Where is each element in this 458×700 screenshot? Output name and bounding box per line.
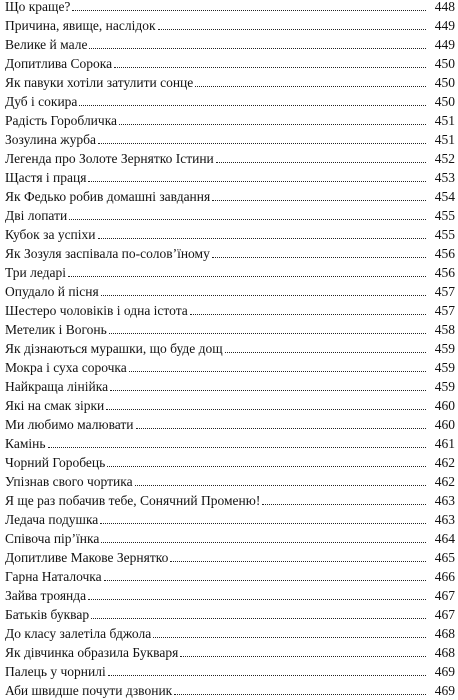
toc-entry-title: Як Федько робив домашні завдання <box>5 189 211 204</box>
toc-entry-title: Дуб і сокира <box>5 94 78 109</box>
dot-leader <box>104 580 426 581</box>
toc-entry-title: Причина, явище, наслідок <box>5 18 156 33</box>
dot-leader <box>158 29 426 30</box>
toc-entry-title: Допитлива Сорока <box>5 56 113 71</box>
dot-leader <box>91 618 426 619</box>
dot-leader <box>48 447 427 448</box>
toc-entry <box>5 566 455 585</box>
dot-leader <box>88 599 426 600</box>
toc-entry-page: 451 <box>434 132 455 147</box>
toc-entry-page: 457 <box>434 284 455 299</box>
toc-entry-page: 449 <box>434 37 455 52</box>
dot-leader <box>262 504 426 505</box>
toc-entry-page: 457 <box>434 303 455 318</box>
dot-leader <box>212 200 426 201</box>
toc-entry-page: 454 <box>434 189 455 204</box>
dot-leader <box>180 656 426 657</box>
toc-entry <box>5 452 455 471</box>
toc-entry-page: 450 <box>434 94 455 109</box>
toc-entry-page: 451 <box>434 113 455 128</box>
dot-leader <box>190 314 426 315</box>
toc-entry-page: 463 <box>434 512 455 527</box>
toc-entry-page: 459 <box>434 341 455 356</box>
toc-entry-title: Які на смак зірки <box>5 398 105 413</box>
toc-entry-title: Упізнав свого чортика <box>5 474 133 489</box>
toc-entry-title: Як дізнаються мурашки, що буде дощ <box>5 341 223 356</box>
toc-entry-title: Палець у чорнилі <box>5 664 106 679</box>
toc-entry-page: 456 <box>434 246 455 261</box>
toc-entry <box>5 281 455 300</box>
toc-entry <box>5 15 455 34</box>
toc-entry-page: 455 <box>434 227 455 242</box>
toc-entry-title: Метелик і Вогонь <box>5 322 107 337</box>
toc-entry-page: 467 <box>434 607 455 622</box>
toc-entry-title: Як дівчинка образила Букваря <box>5 645 179 660</box>
toc-entry <box>5 243 455 262</box>
toc-entry-title: Зайва троянда <box>5 588 87 603</box>
toc-entry-page: 450 <box>434 56 455 71</box>
dot-leader <box>153 637 426 638</box>
toc-entry-title: До класу залетіла бджола <box>5 626 152 641</box>
toc-entry <box>5 471 455 490</box>
dot-leader <box>100 523 426 524</box>
dot-leader <box>114 67 426 68</box>
toc-entry-page: 467 <box>434 588 455 603</box>
toc-entry <box>5 110 455 129</box>
toc-entry-title: Як павуки хотіли затулити сонце <box>5 75 194 90</box>
toc-entry-page: 469 <box>434 683 455 698</box>
toc-entry-title: Опудало й пісня <box>5 284 99 299</box>
toc-entry-page: 450 <box>434 75 455 90</box>
toc-entry <box>5 414 455 433</box>
dot-leader <box>88 181 426 182</box>
toc-entry-title: Я ще раз побачив тебе, Сонячний Променю! <box>5 493 261 508</box>
toc-entry-page: 460 <box>434 398 455 413</box>
toc-entry <box>5 642 455 661</box>
dot-leader <box>68 276 426 277</box>
toc-entry <box>5 680 455 699</box>
toc-entry <box>5 661 455 680</box>
dot-leader <box>98 238 426 239</box>
toc-entry <box>5 262 455 281</box>
dot-leader <box>109 333 426 334</box>
toc-entry <box>5 376 455 395</box>
toc-entry-title: Допитливе Макове Зернятко <box>5 550 169 565</box>
toc-entry <box>5 167 455 186</box>
toc-entry-title: Щастя і праця <box>5 170 87 185</box>
toc-entry-title: Кубок за успіхи <box>5 227 96 242</box>
toc-entry <box>5 395 455 414</box>
toc-entry-page: 468 <box>434 645 455 660</box>
dot-leader <box>101 295 426 296</box>
toc-entry-page: 462 <box>434 474 455 489</box>
toc-entry-title: Співоча пір’їнка <box>5 531 100 546</box>
dot-leader <box>135 485 426 486</box>
toc-entry-page: 458 <box>434 322 455 337</box>
toc-entry <box>5 509 455 528</box>
dot-leader <box>174 694 426 695</box>
toc-entry-page: 452 <box>434 151 455 166</box>
toc-entry <box>5 623 455 642</box>
toc-entry-page: 453 <box>434 170 455 185</box>
toc-entry-page: 462 <box>434 455 455 470</box>
toc-entry-title: Радість Горобличка <box>5 113 118 128</box>
toc-entry-title: Три ледарі <box>5 265 66 280</box>
toc-entry-page: 469 <box>434 664 455 679</box>
toc-entry-page: 461 <box>434 436 455 451</box>
toc-entry <box>5 205 455 224</box>
toc-entry-page: 456 <box>434 265 455 280</box>
dot-leader <box>170 561 426 562</box>
dot-leader <box>101 542 426 543</box>
dot-leader <box>212 257 426 258</box>
dot-leader <box>98 143 426 144</box>
toc-entry <box>5 585 455 604</box>
toc-entry-title: Чорний Горобець <box>5 455 106 470</box>
toc-entry-title: Зозулина журба <box>5 132 96 147</box>
toc-entry-title: Шестеро чоловіків і одна істота <box>5 303 188 318</box>
toc-entry-page: 448 <box>434 0 455 14</box>
toc-entry-title: Мокра і суха сорочка <box>5 360 127 375</box>
toc-entry-title: Як Зозуля заспівала по-солов’їному <box>5 246 210 261</box>
dot-leader <box>106 409 426 410</box>
toc-entry-title: Гарна Наталочка <box>5 569 102 584</box>
toc-entry <box>5 148 455 167</box>
dot-leader <box>225 352 426 353</box>
toc-entry-title: Ми любимо малювати <box>5 417 134 432</box>
dot-leader <box>216 162 426 163</box>
toc-entry <box>5 300 455 319</box>
toc-entry <box>5 186 455 205</box>
toc-entry-title: Камінь <box>5 436 46 451</box>
toc-entry <box>5 604 455 623</box>
dot-leader <box>89 48 426 49</box>
toc-entry <box>5 547 455 566</box>
toc-entry-title: Велике й мале <box>5 37 88 52</box>
toc-entry-page: 459 <box>434 379 455 394</box>
toc-entry-page: 463 <box>434 493 455 508</box>
toc-entry-title: Батьків буквар <box>5 607 90 622</box>
toc-entry <box>5 53 455 72</box>
table-of-contents <box>5 0 455 700</box>
dot-leader <box>69 219 426 220</box>
dot-leader <box>79 105 426 106</box>
toc-entry-page: 468 <box>434 626 455 641</box>
toc-entry <box>5 528 455 547</box>
toc-entry <box>5 72 455 91</box>
toc-entry-page: 455 <box>434 208 455 223</box>
dot-leader <box>108 675 426 676</box>
toc-entry-title: Найкраща лінійка <box>5 379 109 394</box>
dot-leader <box>110 390 426 391</box>
toc-entry-page: 464 <box>434 531 455 546</box>
toc-entry <box>5 224 455 243</box>
toc-entry-page: 466 <box>434 569 455 584</box>
toc-entry-page: 465 <box>434 550 455 565</box>
toc-entry-title: Що краще? <box>5 0 71 14</box>
dot-leader <box>129 371 426 372</box>
toc-entry <box>5 357 455 376</box>
toc-entry-page: 460 <box>434 417 455 432</box>
dot-leader <box>195 86 426 87</box>
toc-entry <box>5 490 455 509</box>
toc-entry <box>5 0 455 15</box>
toc-entry <box>5 319 455 338</box>
toc-entry <box>5 34 455 53</box>
toc-entry-page: 459 <box>434 360 455 375</box>
toc-entry <box>5 91 455 110</box>
toc-entry-page: 449 <box>434 18 455 33</box>
dot-leader <box>136 428 426 429</box>
toc-entry-title: Легенда про Золоте Зернятко Істини <box>5 151 214 166</box>
toc-entry-title: Дві лопати <box>5 208 68 223</box>
toc-entry-title: Ледача подушка <box>5 512 99 527</box>
dot-leader <box>107 466 426 467</box>
toc-entry-title: Аби швидше почути дзвоник <box>5 683 173 698</box>
toc-entry <box>5 129 455 148</box>
dot-leader <box>119 124 426 125</box>
toc-entry <box>5 433 455 452</box>
toc-entry <box>5 338 455 357</box>
dot-leader <box>72 10 426 11</box>
